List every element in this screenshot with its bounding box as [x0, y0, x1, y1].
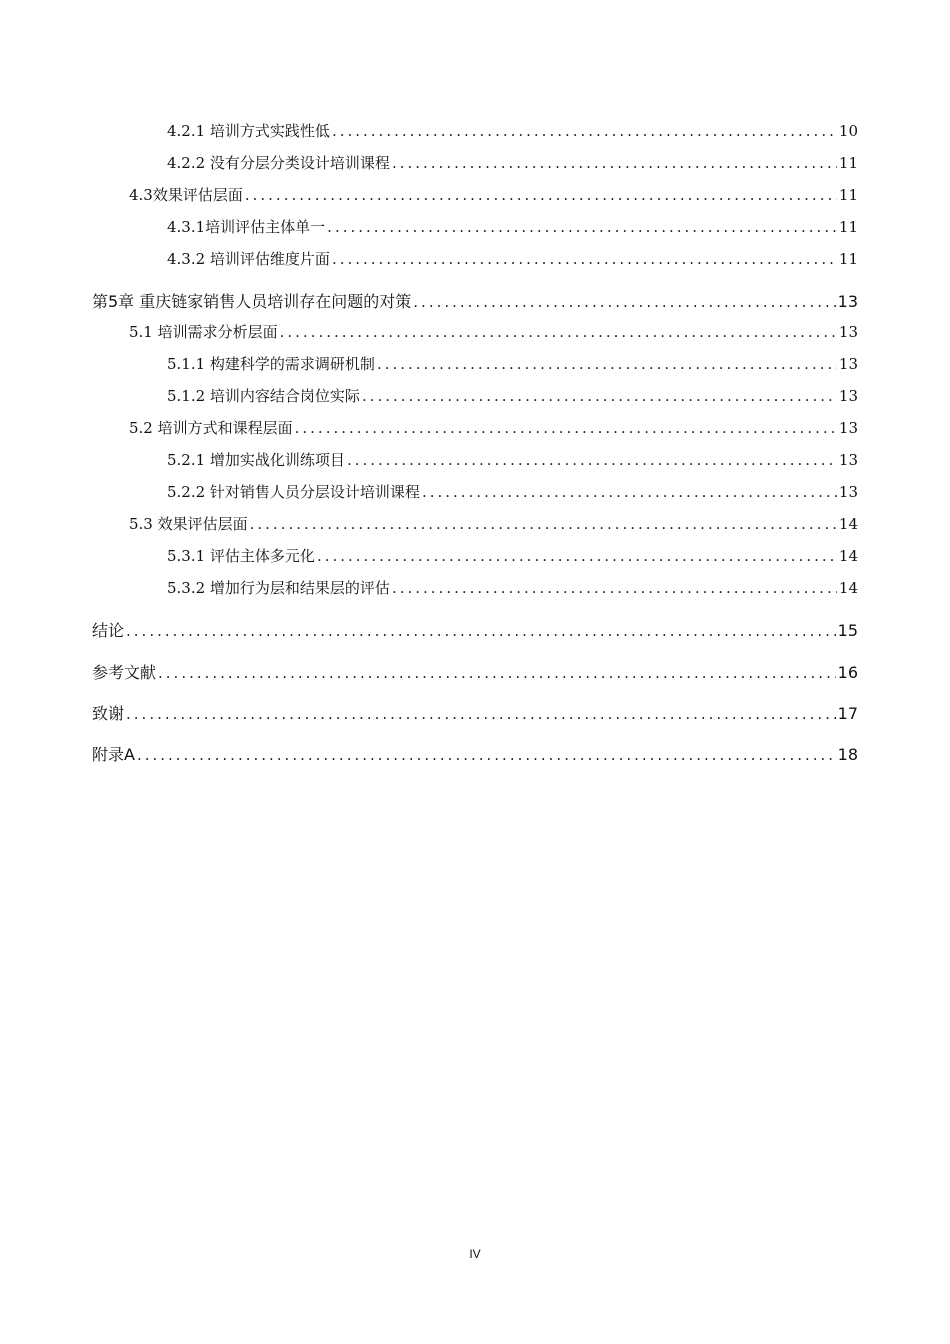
dot-leader: [392, 579, 837, 597]
dot-leader: [413, 293, 835, 311]
toc-entry[interactable]: [167, 248, 858, 269]
toc-entry-page: 13: [837, 292, 858, 311]
toc-entry-page: 11: [838, 186, 858, 204]
toc-entry[interactable]: [167, 216, 858, 237]
toc-entry[interactable]: [167, 120, 858, 141]
toc-chapter-entry[interactable]: [92, 660, 858, 683]
toc-entry[interactable]: [167, 385, 858, 406]
toc-entry-label: 5.1.1 构建科学的需求调研机制: [167, 355, 375, 373]
toc-entry-label: 4.3效果评估层面: [129, 186, 243, 204]
toc-entry-label: 5.1 培训需求分析层面: [129, 323, 278, 341]
toc-entry[interactable]: [129, 417, 858, 438]
dot-leader: [392, 154, 837, 172]
toc-entry-page: 15: [837, 621, 858, 640]
toc-entry[interactable]: [129, 184, 858, 205]
toc-entry-page: 13: [838, 355, 858, 373]
dot-leader: [158, 664, 836, 682]
toc-entry-page: 11: [838, 218, 858, 236]
toc-entry-label: 5.2.1 增加实战化训练项目: [167, 451, 345, 469]
toc-entry-label: 4.2.1 培训方式实践性低: [167, 122, 330, 140]
page-number: IV: [469, 1247, 481, 1261]
dot-leader: [126, 622, 836, 640]
toc-entry-label: 5.2.2 针对销售人员分层设计培训课程: [167, 483, 420, 501]
toc-entry-page: 13: [838, 419, 858, 437]
dot-leader: [327, 218, 837, 236]
toc-entry-page: 13: [838, 451, 858, 469]
toc-entry[interactable]: [167, 577, 858, 598]
dot-leader: [377, 355, 837, 373]
toc-entry-label: 4.2.2 没有分层分类设计培训课程: [167, 154, 390, 172]
toc-entry[interactable]: [167, 481, 858, 502]
toc-entry-page: 13: [838, 483, 858, 501]
toc-entry[interactable]: [167, 152, 858, 173]
toc-entry-page: 13: [838, 323, 858, 341]
dot-leader: [295, 419, 837, 437]
dot-leader: [245, 186, 837, 204]
dot-leader: [126, 705, 836, 723]
toc-entry-label: 5.1.2 培训内容结合岗位实际: [167, 387, 360, 405]
toc-chapter-entry[interactable]: [92, 742, 858, 765]
toc-entry-page: 11: [838, 154, 858, 172]
toc-entry-page: 16: [837, 663, 858, 682]
toc-entry-page: 11: [838, 250, 858, 268]
toc-entry-page: 10: [838, 122, 858, 140]
dot-leader: [332, 250, 837, 268]
toc-entry[interactable]: [129, 321, 858, 342]
dot-leader: [137, 746, 836, 764]
toc-entry-label: 4.3.2 培训评估维度片面: [167, 250, 330, 268]
toc-chapter-entry[interactable]: [92, 618, 858, 641]
toc-chapter-entry[interactable]: [92, 289, 858, 312]
dot-leader: [280, 323, 837, 341]
dot-leader: [332, 122, 837, 140]
toc-entry-page: 14: [838, 515, 858, 533]
toc-entry-label: 参考文献: [92, 663, 157, 682]
toc-entry[interactable]: [167, 545, 858, 566]
dot-leader: [362, 387, 837, 405]
toc-entry-label: 结论: [92, 621, 125, 640]
toc-entry-label: 附录A: [92, 745, 135, 764]
toc-entry-label: 5.3.1 评估主体多元化: [167, 547, 315, 565]
toc-entry-label: 第5章 重庆链家销售人员培训存在问题的对策: [92, 292, 412, 311]
toc-entry-label: 4.3.1培训评估主体单一: [167, 218, 326, 236]
dot-leader: [422, 483, 837, 501]
toc-entry[interactable]: [167, 353, 858, 374]
toc-entry-page: 13: [838, 387, 858, 405]
toc-entry-label: 5.3 效果评估层面: [129, 515, 248, 533]
toc-entry-page: 14: [838, 547, 858, 565]
dot-leader: [317, 547, 837, 565]
dot-leader: [347, 451, 837, 469]
dot-leader: [250, 515, 837, 533]
toc-entry-label: 5.3.2 增加行为层和结果层的评估: [167, 579, 390, 597]
toc-entry[interactable]: [129, 513, 858, 534]
toc-entry-label: 5.2 培训方式和课程层面: [129, 419, 293, 437]
toc-entry-page: 18: [837, 745, 858, 764]
toc-entry-page: 17: [837, 704, 858, 723]
toc-entry-page: 14: [838, 579, 858, 597]
toc-entry[interactable]: [167, 449, 858, 470]
toc-chapter-entry[interactable]: [92, 701, 858, 724]
toc-entry-label: 致谢: [92, 704, 125, 723]
